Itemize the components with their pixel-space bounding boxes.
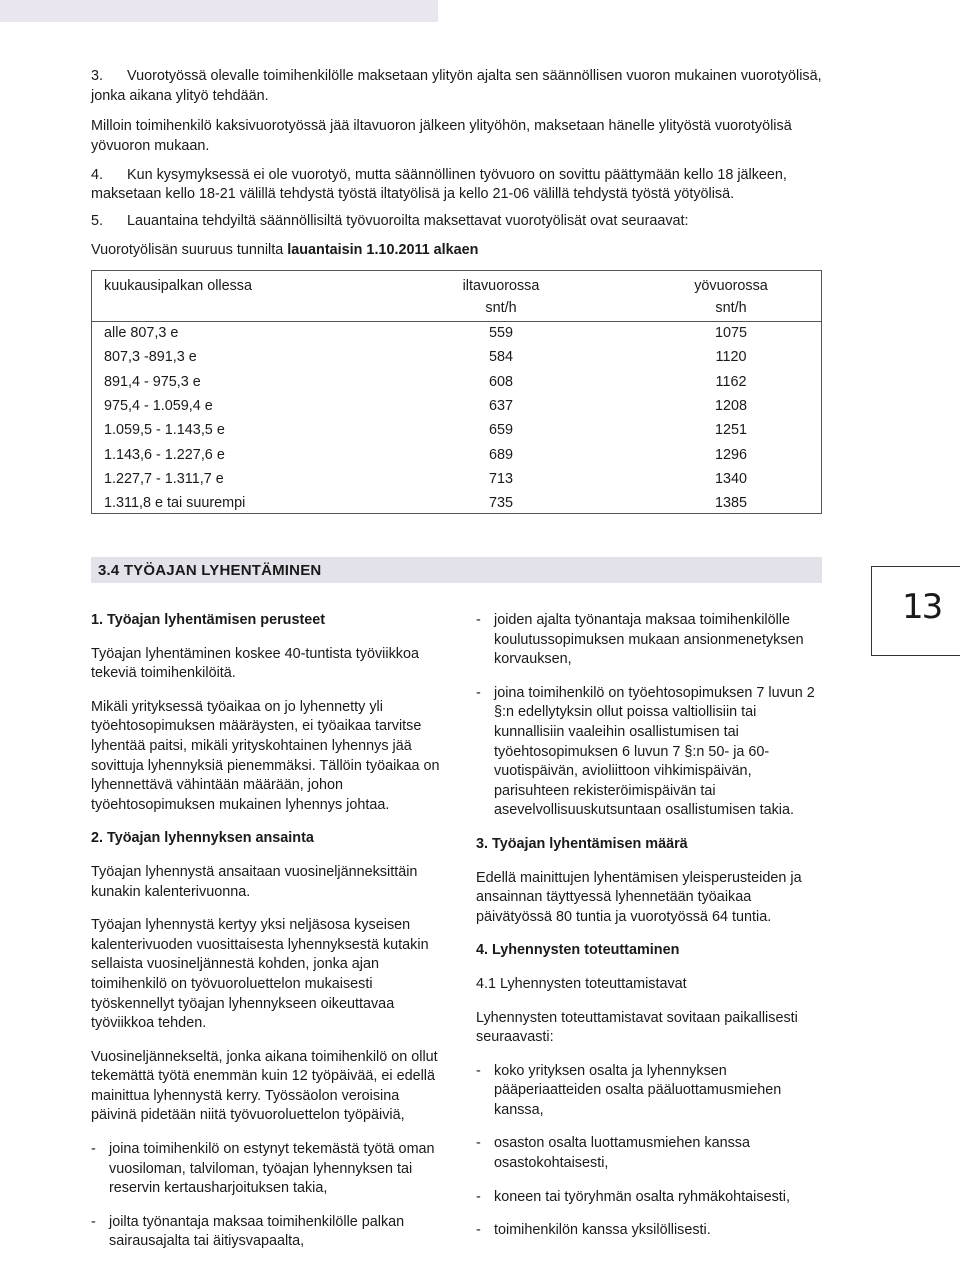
right-bullet-1 xyxy=(476,611,826,670)
left-column xyxy=(91,611,441,1266)
item-4-line-1 xyxy=(91,166,787,186)
left-paragraph-1: Työajan lyhentäminen koskee 40-tuntista työviikkoa tekeviä toimihenkilöitä. xyxy=(91,645,419,682)
cell-night-value: 1120 xyxy=(715,349,747,366)
dash-marker: - xyxy=(476,1135,481,1152)
cell-night-value: 1075 xyxy=(714,325,747,341)
dash-marker: - xyxy=(476,684,481,701)
cell-night-value: 1340 xyxy=(714,470,747,487)
cell-evening-value: 608 xyxy=(488,373,513,390)
unit-evening: snt/h xyxy=(485,300,517,316)
dash-marker: - xyxy=(476,1062,481,1079)
cell-evening-value: 659 xyxy=(488,422,513,439)
right-bullet-2 xyxy=(476,684,826,821)
left-paragraph-2: Mikäli yrityksessä työaikaa on jo lyhennetty yli työehtosopimuksen määräysten, ei työaikaa tarvitse lyhentää paitsi, mikäli yrityskohtainen lyhennys jää sovittuja lyhennyksiä pienemmäksi. Tällöin työaikaa on lyhennettävä vähintään määrään, johon työehtosopimuksen mukainen lyhennys johtaa. xyxy=(91,698,440,813)
dash-marker: - xyxy=(476,1222,481,1239)
table-caption-plain: Vuorotyölisän suuruus tunnilta xyxy=(91,242,288,258)
cell-evening-value: 735 xyxy=(488,495,513,512)
right-bullet-5 xyxy=(476,1188,826,1208)
heading-2: 2. Työajan lyhennyksen ansainta xyxy=(91,830,314,847)
table-caption-bold: lauantaisin 1.10.2011 alkaen xyxy=(287,242,479,258)
table-row xyxy=(92,492,821,516)
right-bullet-5-text: koneen tai työryhmän osalta ryhmäkohtaisesti, xyxy=(494,1188,790,1205)
table-row xyxy=(92,322,821,346)
right-bullet-6 xyxy=(476,1221,826,1241)
header-evening: iltavuorossa xyxy=(462,278,540,294)
cell-night-value: 1162 xyxy=(715,373,747,390)
chapter-number: 13 xyxy=(902,587,942,627)
table-row xyxy=(92,371,821,395)
left-bullet-2 xyxy=(91,1213,441,1252)
note-line-1: Milloin toimihenkilö kaksivuorotyössä jää iltavuoron jälkeen ylityöhön, maksetaan hänelle ylityöstä vuorotyölisä xyxy=(91,118,792,134)
item-4-number: 4. xyxy=(91,167,104,183)
item-5-text: Lauantaina tehdyiltä säännöllisiltä työvuoroilta maksettavat vuorotyölisät ovat seuraavat: xyxy=(127,213,689,229)
header-salary: kuukausipalkan ollessa xyxy=(104,278,252,294)
item-5-line xyxy=(91,212,689,232)
cell-salary-range: 1.143,6 - 1.227,6 e xyxy=(104,446,225,463)
cell-evening-value: 559 xyxy=(488,325,513,341)
table-caption xyxy=(91,241,478,261)
cell-salary-range: alle 807,3 e xyxy=(104,325,179,341)
cell-night-value: 1208 xyxy=(714,397,747,414)
cell-salary-range: 891,4 - 975,3 e xyxy=(104,373,201,390)
heading-3: 3. Työajan lyhentämisen määrä xyxy=(476,835,688,852)
section-title: 3.4 TYÖAJAN LYHENTÄMINEN xyxy=(98,562,322,579)
dash-marker: - xyxy=(91,1213,96,1230)
cell-evening-value: 713 xyxy=(488,470,513,487)
right-bullet-3 xyxy=(476,1062,826,1121)
item-4-line-2: maksetaan kello 18-21 välillä tehdystä työstä iltatyölisä ja kello 21-06 välillä tehdystä työstä yötyölisä. xyxy=(91,186,735,202)
right-bullet-4 xyxy=(476,1134,826,1173)
left-bullet-2-text: joilta työnantaja maksaa toimihenkilölle palkan sairausajalta tai äitiysvapaalta, xyxy=(109,1213,405,1250)
right-paragraph-3: Lyhennysten toteuttamistavat sovitaan paikallisesti seuraavasti: xyxy=(476,1009,798,1046)
right-bullet-3-text: koko yrityksen osalta ja lyhennyksen pääperiaatteiden osalta pääluottamusmiehen kanssa, xyxy=(494,1062,782,1118)
cell-evening-value: 689 xyxy=(488,446,513,463)
header-night: yövuorossa xyxy=(694,278,768,294)
table-row xyxy=(92,468,821,492)
item-3-line-2: jonka aikana ylityö tehdään. xyxy=(91,88,269,104)
item-3-line-1 xyxy=(91,67,822,87)
note-line-2: yövuoron mukaan. xyxy=(91,138,210,154)
table-row xyxy=(92,444,821,468)
item-3-text: Vuorotyössä olevalle toimihenkilölle maksetaan ylityön ajalta sen säännöllisen vuoron mukainen vuorotyölisä, xyxy=(127,68,822,84)
right-bullet-2-text: joina toimihenkilö on työehtosopimuksen 7 luvun 2 §:n edellytyksin ollut poissa valtiollisiin tai kunnallisiin vaaleihin osallistumisen tai työehtosopimuksen 6 luvun 7 §:n 50- ja 60-vuotispäivän, avioliittoon vihkimispäivän, parisuhteen rekisteröimispäivän tai asevelvollisuuskutsuntaan osallistumisen takia. xyxy=(494,684,815,819)
right-column xyxy=(476,611,826,1255)
unit-night: snt/h xyxy=(715,300,747,316)
cell-evening-value: 584 xyxy=(488,349,513,366)
table-row xyxy=(92,346,821,370)
right-bullet-6-text: toimihenkilön kanssa yksilöllisesti. xyxy=(494,1222,711,1239)
heading-1: 1. Työajan lyhentämisen perusteet xyxy=(91,612,326,628)
cell-salary-range: 1.059,5 - 1.143,5 e xyxy=(104,422,225,439)
heading-4: 4. Lyhennysten toteuttaminen xyxy=(476,942,680,959)
left-paragraph-4: Työajan lyhennystä kertyy yksi neljäsosa kyseisen kalenterivuoden vuosittaisesta lyhennyksestä kutakin sellaista vuosineljännestä kohden, jonka ajan toimihenkilö on työvuoroluettelon mukaisesti työskennellyt työajan lyhennykseen oikeuttavaa työviikkoa tehden. xyxy=(91,917,429,1032)
header-band xyxy=(0,0,438,22)
item-4-text: Kun kysymyksessä ei ole vuorotyö, mutta säännöllinen työvuoro on sovittu päättymään kello 18 jälkeen, xyxy=(127,167,787,183)
right-bullet-1-text: joiden ajalta työnantaja maksaa toimihenkilölle koulutussopimuksen mukaan ansionmenetyksen korvauksen, xyxy=(494,612,804,668)
cell-night-value: 1296 xyxy=(714,446,747,463)
cell-salary-range: 1.311,8 e tai suurempi xyxy=(104,495,246,512)
left-bullet-1 xyxy=(91,1140,441,1199)
cell-evening-value: 637 xyxy=(488,397,513,414)
right-paragraph-2: 4.1 Lyhennysten toteuttamistavat xyxy=(476,975,687,992)
section-heading-bar xyxy=(91,557,822,583)
chapter-number-box xyxy=(871,566,960,656)
right-bullet-4-text: osaston osalta luottamusmiehen kanssa osastokohtaisesti, xyxy=(494,1135,750,1172)
dash-marker: - xyxy=(91,1141,96,1158)
item-3-number: 3. xyxy=(91,68,104,84)
left-paragraph-3: Työajan lyhennystä ansaitaan vuosineljänneksittäin kunakin kalenterivuonna. xyxy=(91,863,418,900)
left-paragraph-5: Vuosineljännekseltä, jonka aikana toimihenkilö on ollut tekemättä työtä enemmän kuin 12 työpäivää, ei edellä mainittua lyhennystä kerry. Työssäolon veroisina päivinä pidetään niitä työvuoroluettelon työpäiviä, xyxy=(91,1048,438,1124)
item-5-number: 5. xyxy=(91,213,104,229)
cell-night-value: 1385 xyxy=(714,495,747,512)
table-row xyxy=(92,395,821,419)
allowance-table xyxy=(91,270,822,514)
dash-marker: - xyxy=(476,1188,481,1205)
cell-salary-range: 807,3 -891,3 e xyxy=(104,349,197,366)
dash-marker: - xyxy=(476,612,481,628)
left-bullet-1-text: joina toimihenkilö on estynyt tekemästä työtä oman vuosiloman, talviloman, työajan lyhennyksen tai reservin kertausharjoituksen takia, xyxy=(109,1141,435,1197)
table-row xyxy=(92,419,821,443)
table-header xyxy=(92,271,821,322)
cell-night-value: 1251 xyxy=(714,422,747,439)
right-paragraph-1: Edellä mainittujen lyhentämisen yleisperusteiden ja ansainnan täyttyessä lyhennetään työaikaa päivätyössä 80 tuntia ja vuorotyössä 64 tuntia. xyxy=(476,869,802,925)
cell-salary-range: 1.227,7 - 1.311,7 e xyxy=(104,470,224,487)
cell-salary-range: 975,4 - 1.059,4 e xyxy=(104,397,213,414)
